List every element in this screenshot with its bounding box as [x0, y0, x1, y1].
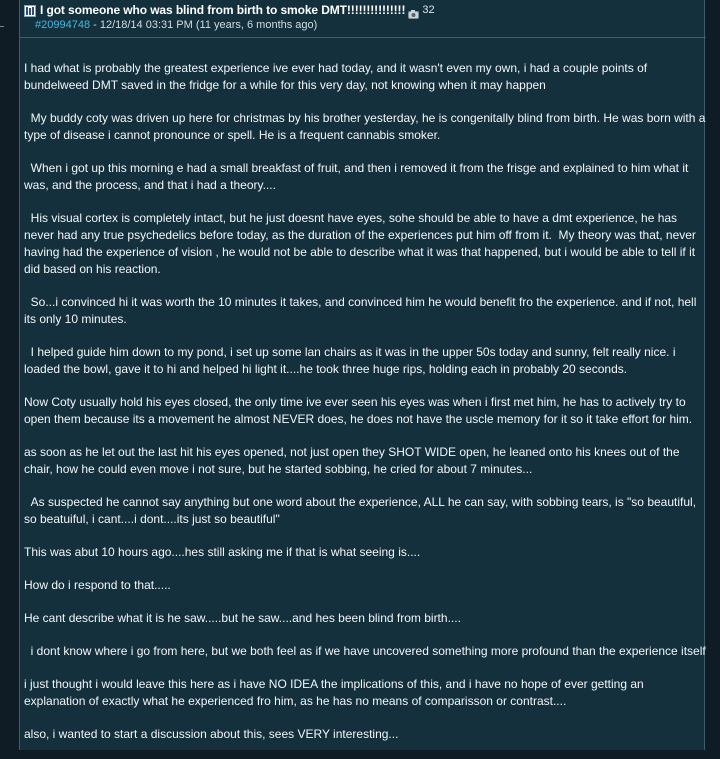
- post-paragraph: As suspected he cannot say anything but one word about the experience, ALL he can say, with sobbing tears, is "so beautiful, so beatuiful, i cant....i dont....its just so beautiful": [24, 495, 700, 526]
- post-paragraph: Now Coty usually hold his eyes closed, the only time ive ever seen his eyes was when i first met him, he has to actively try to open them because its a movement he almost NEVER does, he does not have the uscle memory for it so it take effort for him.: [24, 395, 693, 426]
- post-meta: [35, 19, 317, 31]
- meta-separator: -: [90, 19, 100, 31]
- post-paragraph: also, i wanted to start a discussion about this, sees VERY interesting...: [24, 727, 399, 741]
- post-paragraph: i dont know where i go from here, but we both feel as if we have uncovered something more profound than the experience itself: [24, 644, 706, 658]
- post-title-row: [24, 2, 435, 18]
- post-paragraph: His visual cortex is completely intact, but he just doesnt have eyes, sohe should be able to have a dmt experience, he has never had any true psychedelics before today, as the duration of the experiences put him off from it. My theory was that, never having had the experience of vision , he would not be able to describe what it was that happened, but i would be able to tell if it did based on his reaction.: [24, 211, 700, 276]
- post-paragraph: as soon as he let out the last hit his eyes opened, not just open they SHOT WIDE open, he leaned onto his knees out of the chair, how he could even move i not sure, but he started sobbing, he cried for about 7 minutes...: [24, 445, 683, 476]
- thread-badge-icon: [24, 4, 36, 16]
- post-paragraph: i just thought i would leave this here as i have NO IDEA the implications of this, and i have no hope of ever getting an explanation of exactly what he experienced fro him, as he has no means of comparisson or contrast....: [24, 677, 648, 708]
- post-paragraph: When i got up this morning e had a small breakfast of fruit, and then i removed it from the frisge and explained to him what it was, and the process, and that i had a theory....: [24, 161, 692, 192]
- post-body: [24, 60, 709, 759]
- post-paragraph: I had what is probably the greatest experience ive ever had today, and it wasn't even my own, i had a couple points of bundelweed DMT saved in the fridge for a while for this very day, not knowing when it may happen: [24, 61, 651, 92]
- forum-post: [19, 0, 709, 750]
- thread-indent-marker: [0, 26, 4, 27]
- post-date: 12/18/14 03:31 PM (11 years, 6 months ago): [99, 19, 318, 31]
- post-paragraph: I helped guide him down to my pond, i set up some lan chairs as it was in the upper 50s today and sunny, felt really nice. i loaded the bowl, gave it to hi and helped hi light it....he took three huge rips, holding each in probably 20 seconds.: [24, 345, 679, 376]
- post-paragraph: He cant describe what it is he saw.....but he saw....and hes been blind from birth....: [24, 611, 461, 625]
- post-paragraph: So...i convinced hi it was worth the 10 minutes it takes, and convinced him he would benefit fro the experience. and if not, hell its only 10 minutes.: [24, 295, 700, 326]
- camera-icon: [408, 6, 419, 15]
- post-title[interactable]: I got someone who was blind from birth to smoke DMT!!!!!!!!!!!!!!!: [40, 3, 406, 17]
- image-count: 32: [422, 4, 435, 16]
- post-paragraph: My buddy coty was driven up here for christmas by his brother yesterday, he is congenitally blind from birth. He was born with a type of disease i cannot pronounce or spell. He is a frequent cannabis smoker.: [24, 111, 709, 142]
- post-header: [20, 0, 706, 38]
- post-id-link[interactable]: #20994748: [35, 19, 91, 31]
- post-paragraph: This was abut 10 hours ago....hes still asking me if that is what seeing is....: [24, 545, 421, 559]
- post-paragraph: How do i respond to that.....: [24, 578, 171, 592]
